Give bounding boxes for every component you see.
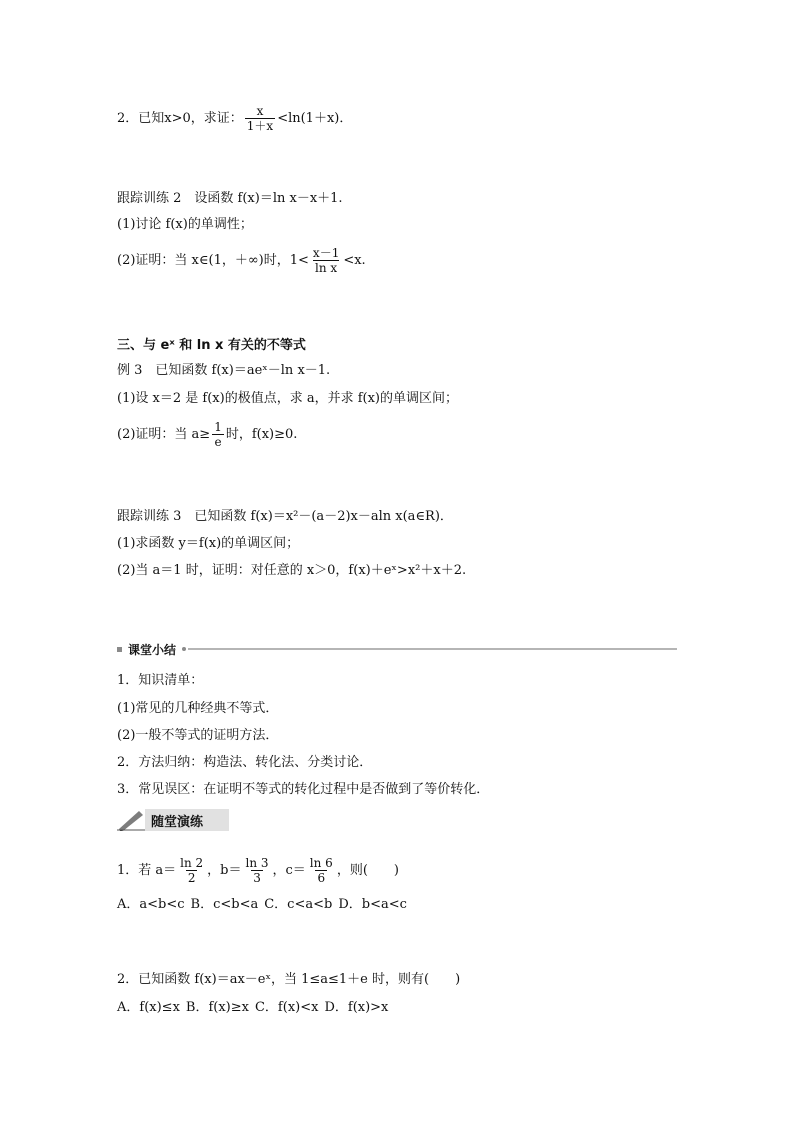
training-3-part-2: (2)当 a＝1 时，证明：对任意的 x＞0，f(x)＋eˣ>x²＋x＋2.: [117, 563, 467, 578]
training-3-title: 跟踪训练 3 已知函数 f(x)＝x²－(a－2)x－aln x(a∈R)．: [117, 509, 453, 524]
training-2-part-2-suffix: <x.: [343, 252, 366, 268]
fraction-numerator: x－1: [312, 246, 340, 260]
example-3-part-2-suffix: 时，f(x)≥0.: [225, 426, 298, 442]
q1-prefix: 1．若 a＝: [117, 862, 177, 878]
problem-2-prefix: 2．已知x>0，求证：: [117, 110, 243, 126]
fraction-denominator: 3: [253, 871, 261, 885]
practice-banner-label: 随堂演练: [151, 814, 204, 830]
summary-item: (2)一般不等式的证明方法．: [117, 728, 279, 743]
q2-option-b: B．f(x)≥x: [185, 1000, 249, 1015]
summary-item: 2．方法归纳：构造法、转化法、分类讨论．: [117, 755, 373, 770]
q1-separator: ，b＝: [207, 862, 242, 878]
example-3-fraction: [212, 420, 224, 449]
q2-options: [117, 999, 388, 1017]
training-2-title: 跟踪训练 2 设函数 f(x)＝ln x－x＋1.: [117, 191, 343, 206]
summary-item: 3．常见误区：在证明不等式的转化过程中是否做到了等价转化．: [117, 782, 490, 797]
summary-section-bar: [117, 640, 677, 658]
training-2-part-2-prefix: (2)证明：当 x∈(1，＋∞)时，1<: [117, 252, 309, 268]
pencil-icon: [117, 809, 145, 831]
fraction-numerator: ln 6: [309, 856, 333, 870]
section-3-heading: 三、与 eˣ 和 ln x 有关的不等式: [117, 338, 306, 353]
training-2-part-1: (1)讨论 f(x)的单调性；: [117, 217, 253, 232]
training-3-part-1: (1)求函数 y＝f(x)的单调区间；: [117, 536, 300, 551]
problem-2-suffix: <ln(1＋x)．: [277, 110, 353, 126]
square-bullet-icon: [117, 647, 122, 652]
example-3-part-2: [117, 420, 297, 449]
practice-question-2: 2．已知函数 f(x)＝ax－eˣ，当 1≤a≤1＋e 时，则有( ): [117, 972, 461, 987]
q1-c-fraction: [308, 856, 335, 885]
fraction-numerator: 1: [214, 420, 222, 434]
q1-a-fraction: [178, 856, 205, 885]
q2-option-d: D．f(x)>x: [324, 1000, 389, 1015]
fraction-denominator: 6: [317, 871, 326, 885]
fraction-numerator: ln 2: [180, 856, 204, 870]
training-2-fraction: [311, 246, 341, 275]
practice-banner: [117, 809, 229, 831]
q1-separator: ，c＝: [272, 862, 306, 878]
fraction-denominator: ln x: [315, 261, 338, 275]
practice-question-1: [117, 856, 399, 885]
q2-option-c: C．f(x)<x: [254, 1000, 319, 1015]
example-3-part-1: (1)设 x＝2 是 f(x)的极值点，求 a，并求 f(x)的单调区间；: [117, 391, 459, 406]
q1-options: [117, 896, 407, 914]
fraction-denominator: 2: [187, 871, 196, 885]
fraction-numerator: ln 3: [245, 856, 269, 870]
q1-option-c: C．c<a<b: [264, 897, 333, 912]
example-3-title: 例 3 已知函数 f(x)＝aeˣ－ln x－1.: [117, 363, 331, 378]
q1-option-d: D．b<a<c: [338, 897, 407, 912]
fraction-numerator: x: [256, 104, 264, 118]
fraction-denominator: e: [214, 435, 222, 449]
q1-option-a: A．a<b<c: [117, 897, 185, 912]
q2-option-a: A．f(x)≤x: [117, 1000, 180, 1015]
section-divider: [188, 648, 677, 650]
summary-item: (1)常见的几种经典不等式．: [117, 701, 279, 716]
q1-option-b: B．c<b<a: [190, 897, 259, 912]
q1-b-fraction: [244, 856, 271, 885]
training-2-part-2: [117, 246, 366, 275]
dot-icon: [182, 647, 186, 651]
example-3-part-2-prefix: (2)证明：当 a≥: [117, 426, 211, 442]
problem-2-statement: [117, 104, 352, 133]
fraction-denominator: 1＋x: [246, 119, 274, 133]
summary-item: 1．知识清单：: [117, 673, 204, 688]
problem-2-fraction: [245, 104, 275, 133]
summary-section-title: 课堂小结: [128, 642, 177, 657]
q1-suffix: ，则( ): [336, 862, 399, 878]
